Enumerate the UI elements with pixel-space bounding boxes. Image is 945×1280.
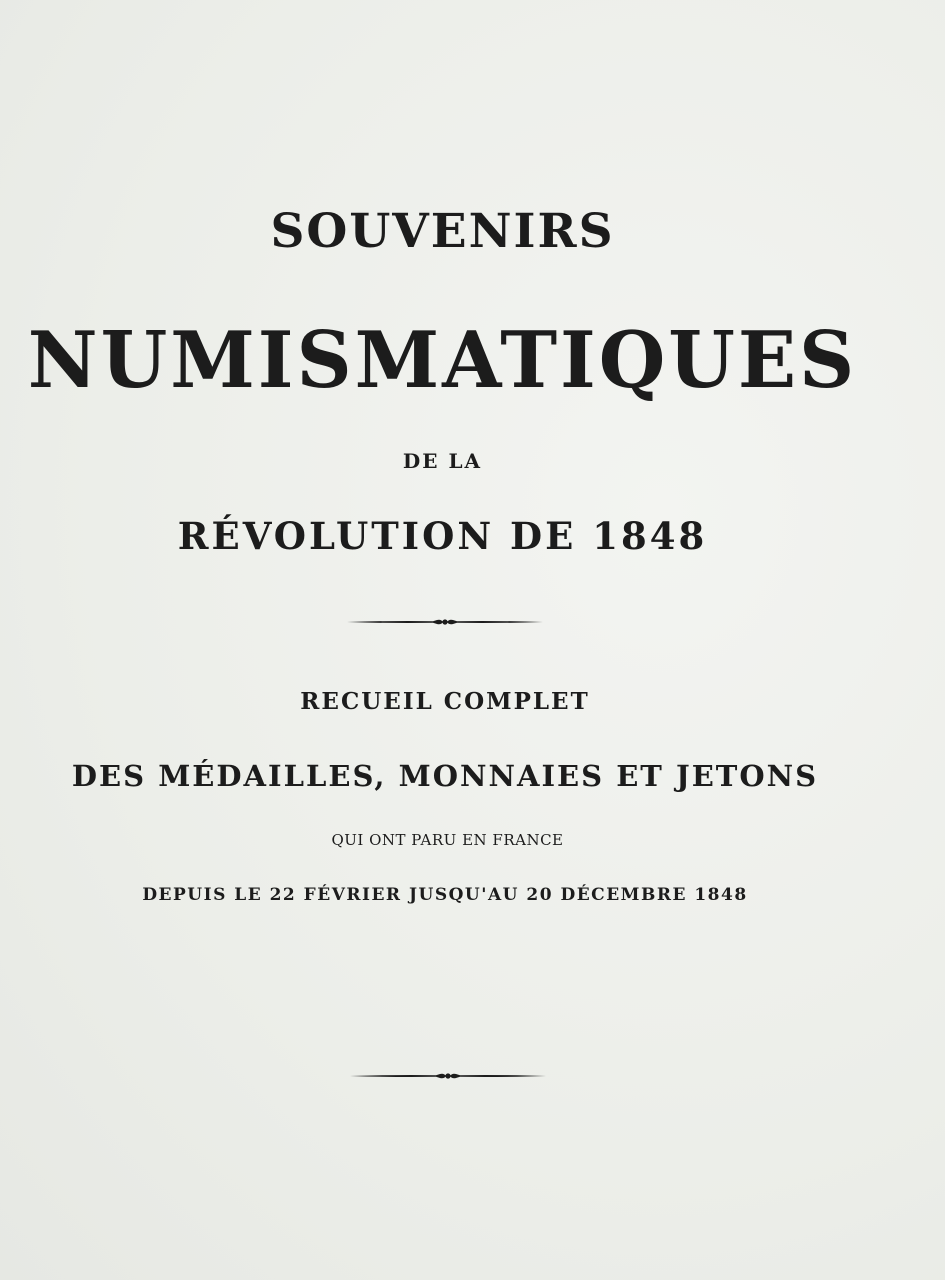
title-line-revolution: RÉVOLUTION DE 1848 (177, 514, 708, 558)
subtitle-medailles: DES MÉDAILLES, MONNAIES ET JETONS (71, 759, 819, 793)
subtitle-paru-en-france: QUI ONT PARU EN FRANCE (331, 831, 564, 849)
title-line-de-la: DE LA (402, 449, 483, 473)
subtitle-recueil-complet: RECUEIL COMPLET (300, 688, 590, 715)
ornament-divider-bottom (348, 1069, 548, 1083)
ornament-divider-top (345, 615, 545, 629)
title-line-souvenirs: SOUVENIRS (270, 204, 615, 259)
subtitle-dates: DEPUIS LE 22 FÉVRIER JUSQU'AU 20 DÉCEMBRE 1848 (142, 885, 748, 905)
title-line-numismatiques: NUMISMATIQUES (27, 315, 858, 406)
